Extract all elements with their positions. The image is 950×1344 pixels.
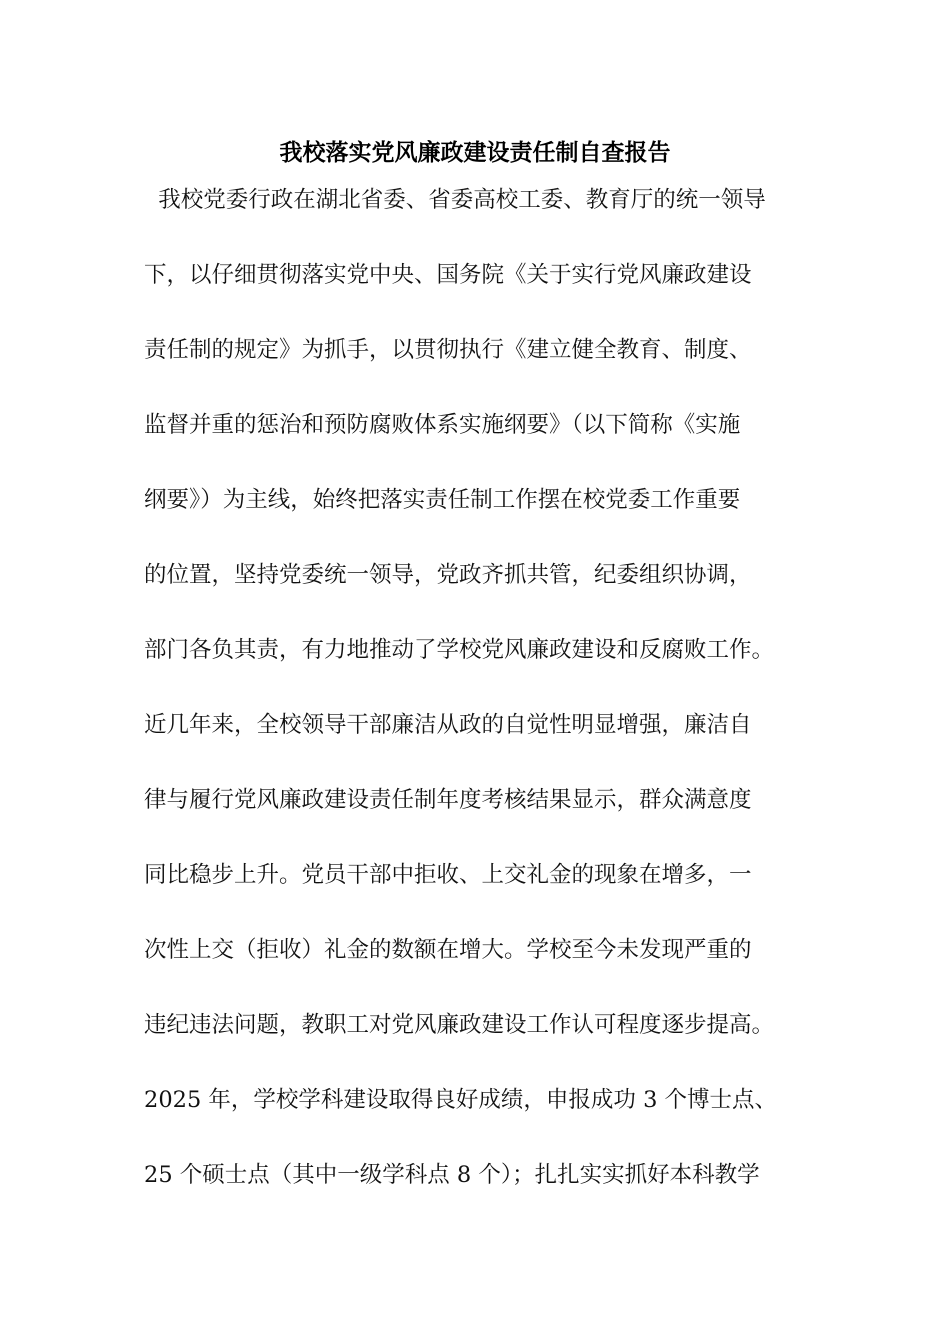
body-line-13: 2025 年，学校学科建设取得良好成绩，申报成功 3 个博士点、 xyxy=(144,1087,778,1113)
body-line-6: 的位置，坚持党委统一领导，党政齐抓共管，纪委组织协调， xyxy=(144,562,752,588)
body-line-10: 同比稳步上升。党员干部中拒收、上交礼金的现象在增多，一 xyxy=(144,862,752,888)
body-line-5: 纲要》）为主线，始终把落实责任制工作摆在校党委工作重要 xyxy=(144,487,741,513)
body-line-3: 责任制的规定》为抓手，以贯彻执行《建立健全教育、制度、 xyxy=(144,337,752,363)
body-line-1: 我校党委行政在湖北省委、省委高校工委、教育厅的统一领导 xyxy=(144,187,766,213)
body-line-2: 下，以仔细贯彻落实党中央、国务院《关于实行党风廉政建设 xyxy=(144,262,752,288)
body-line-14: 25 个硕士点（其中一级学科点 8 个）；扎扎实实抓好本科教学 xyxy=(144,1162,760,1188)
body-line-4: 监督并重的惩治和预防腐败体系实施纲要》（以下简称《实施 xyxy=(144,412,741,438)
body-line-11: 次性上交（拒收）礼金的数额在增大。学校至今未发现严重的 xyxy=(144,937,752,963)
document-title: 我校落实党风廉政建设责任制自查报告 xyxy=(279,139,671,166)
body-line-7: 部门各负其责，有力地推动了学校党风廉政建设和反腐败工作。 xyxy=(144,637,775,663)
body-line-8: 近几年来，全校领导干部廉洁从政的自觉性明显增强，廉洁自 xyxy=(144,712,752,738)
body-line-12: 违纪违法问题，教职工对党风廉政建设工作认可程度逐步提高。 xyxy=(144,1012,775,1038)
body-line-9: 律与履行党风廉政建设责任制年度考核结果显示，群众满意度 xyxy=(144,787,752,813)
